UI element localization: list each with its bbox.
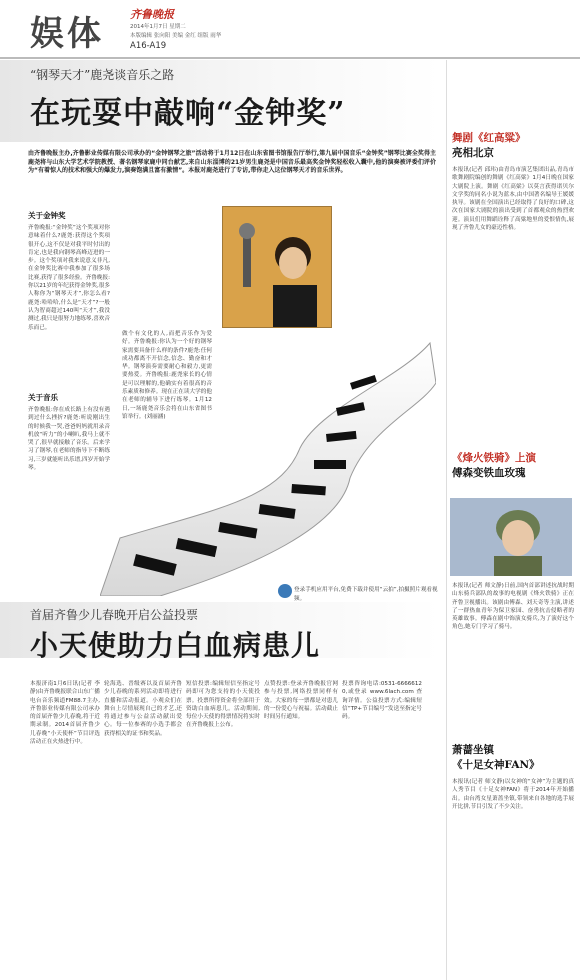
- photo-icon: [223, 207, 332, 328]
- paper-logo: 齐鲁晚报: [130, 8, 174, 21]
- qr-icon[interactable]: [278, 584, 292, 598]
- section-subhead: 关于音乐: [28, 393, 58, 402]
- section-subhead: 关于金钟奖: [28, 211, 66, 220]
- article-title: 舞剧《红高粱》: [452, 132, 526, 144]
- bottom-column: 点赞投票:登录齐鲁晚报官网参与投票,网络投票同样有效。大家的每一票都是对患儿的一份爱心与祝福。活动截止时间另行通知。: [264, 681, 338, 721]
- photo-caption: 登录手机应用平台,免费下载并使用“云拍”,拍摄照片观看视频。: [294, 587, 438, 602]
- page-range: A16-A19: [130, 41, 167, 51]
- bottom-headline: 小天使助力白血病患儿: [30, 629, 321, 662]
- article-subtitle: 亮相北京: [452, 147, 494, 159]
- photo-icon: [450, 498, 572, 576]
- date-line: 2014年1月7日 星期二: [130, 24, 186, 30]
- story-column-1: [28, 210, 110, 516]
- right-article-2-body: [452, 582, 574, 732]
- section-text: 齐鲁晚报:“金钟奖”这个奖项对你意味着什么?鹿尧:获得这个奖项很开心,这不仅是对我平时付出的肯定,也是我向钢琴高峰迈进的一步。这个奖项对我来说意义非凡,在金钟奖比赛中我参加了很多场比赛,获得了很多经验。齐鲁晚报:你以21岁的年纪获得金钟奖,很多人称你为“钢琴天才”,你怎么看?鹿尧:哈哈哈,什么是“天才”?一般认为智商超过140叫“天才”,我没测过,我只是很努力地练琴,喜欢音乐而已。: [28, 225, 110, 331]
- editors-line: 本版编辑 张向阳 美编 金红 组版 雨华: [130, 33, 222, 39]
- article-text: 本报讯(记者 师文静)日前,国内首部讲述抗战时期山东骑兵部队的故事的电视剧《烽火铁骑》正在齐鲁卫视播出。该剧由傅森、刘天奇等主演,讲述了一群热血青年为保卫家园、奋勇抗击侵略者的英雄故事。傅森在剧中饰演女骑兵,为了演好这个角色,她专门学习了骑马。: [452, 583, 574, 631]
- bottom-kicker: 首届齐鲁少儿春晚开启公益投票: [30, 608, 199, 622]
- performer-photo: [222, 206, 332, 328]
- section-text: 齐鲁晚报:你在成长路上有没有遇到过什么挫折?鹿尧:听说刚出生的时候我一哭,爸爸妈妈就用录音机放“听力”的小喇叭,我马上就不哭了,很早就接触了音乐。后来学习了钢琴,在老师的指导下不断练习,三岁就能听出乐谱,四岁开始学琴。: [28, 407, 110, 472]
- article-text: 本报讯(记者 师文静)以女神的“女神”为主题的真人秀节目《十足女神FAN》将于2014年开始播出。由台湾女星萧蔷坐镇,带领来自各地的选手展开比拼,节目引发了不少关注。: [452, 779, 574, 810]
- article-text: 本报讯(记者 邱玮)由青岛市演艺集团出品,青岛市歌舞剧院编创的舞剧《红高粱》1月4日晚在国家大剧院上演。舞剧《红高粱》以莫言获得诺贝尔文学奖的同名小说为蓝本,由中国著名编导王媛媛执导。该剧在全国演出已经取得了良好的口碑,这次在国家大剧院的演出受到了首都观众的热烈欢迎。演员们用舞蹈诠释了高粱地里的爱恨情仇,展现了齐鲁儿女的豪迈性格。: [452, 167, 574, 232]
- main-headline: 在玩耍中敲响“金钟奖”: [30, 96, 346, 131]
- bottom-column: 投票咨询电话:0531-66666120,或登录 www.6lach.com 查询详情。公益投票方式:编辑短信“TP+节目编号”发送至指定号码。: [342, 681, 422, 721]
- right-article-3: [452, 742, 574, 968]
- bottom-column: 短信投票:编辑短信至指定号码即可为您支持的小天使投票。投票所得资金将全部用于资助白血病患儿。活动期间,每位小天使的得票情况将实时在齐鲁晚报上公布。: [186, 681, 260, 729]
- bottom-column: 本报济南1月6日讯(记者 李静)由齐鲁晚报联合山东广播电台音乐频道FM88.7主办,齐鲁影业传媒有限公司承办的首届齐鲁少儿春晚,将于近期录制。2014首届齐鲁少儿春晚“小天使杯”节目评选活动正在火热进行中。: [30, 681, 100, 746]
- article-subtitle: 《十足女神FAN》: [452, 759, 540, 771]
- soldier-photo: [450, 498, 572, 576]
- story-column-2: [122, 330, 212, 530]
- top-rule: [0, 57, 580, 59]
- main-kicker: “钢琴天才”鹿尧谈音乐之路: [30, 68, 175, 82]
- right-article-1: [452, 130, 574, 396]
- main-lead: 由齐鲁晚报主办,齐鲁影业传媒有限公司承办的“金钟钢琴之旅”活动将于1月12日在山东省图书馆报告厅举行,第九届中国音乐“金钟奖”钢琴比赛全奖得主鹿尧将与山东大学艺术学院教授、著名钢琴家鹿中同台献艺,来自山东淄博的21岁男生鹿尧是中国音乐最高奖金钟奖轻松收入囊中,他的演奏被评委们评价为“有着惊人的技术和强大的爆发力,演奏饱满且富有激情”。本报对鹿尧进行了专访,带你走入这位钢琴天才的音乐世界。: [28, 150, 436, 175]
- article-title: 《烽火铁骑》上演: [452, 452, 536, 464]
- section-text: 做个有文化的人,而把音乐作为爱好。齐鲁晚报:你认为一个好的钢琴家需要具备什么样的条件?鹿尧:任何成功都离不开信念,信念、勤奋和才华。钢琴演奏需要耐心和毅力,更需要热爱。齐鲁晚报:鹿尧家长的心情是可以理解的,他确实有着很高的音乐素质和修养。现在正在读大学的他在老师的辅导下进行练琴。1月12日,一场鹿尧音乐会将在山东省图书馆举行。(刘丽涵): [122, 331, 212, 420]
- article-subtitle: 傅森变铁血玫瑰: [452, 467, 526, 479]
- article-title: 萧蔷坐镇: [452, 744, 494, 756]
- bottom-column: 轮海选、晋级赛以及首届齐鲁少儿春晚的系列活动即将进行直播和活动报道。小观众们在舞台上尽情展现自己的才艺,还将通过参与公益活动献出爱心。每一位参赛的小选手都会获得相关的证书和奖品。: [104, 681, 182, 737]
- section-title: 娱体: [30, 14, 104, 54]
- right-article-2: [452, 450, 574, 480]
